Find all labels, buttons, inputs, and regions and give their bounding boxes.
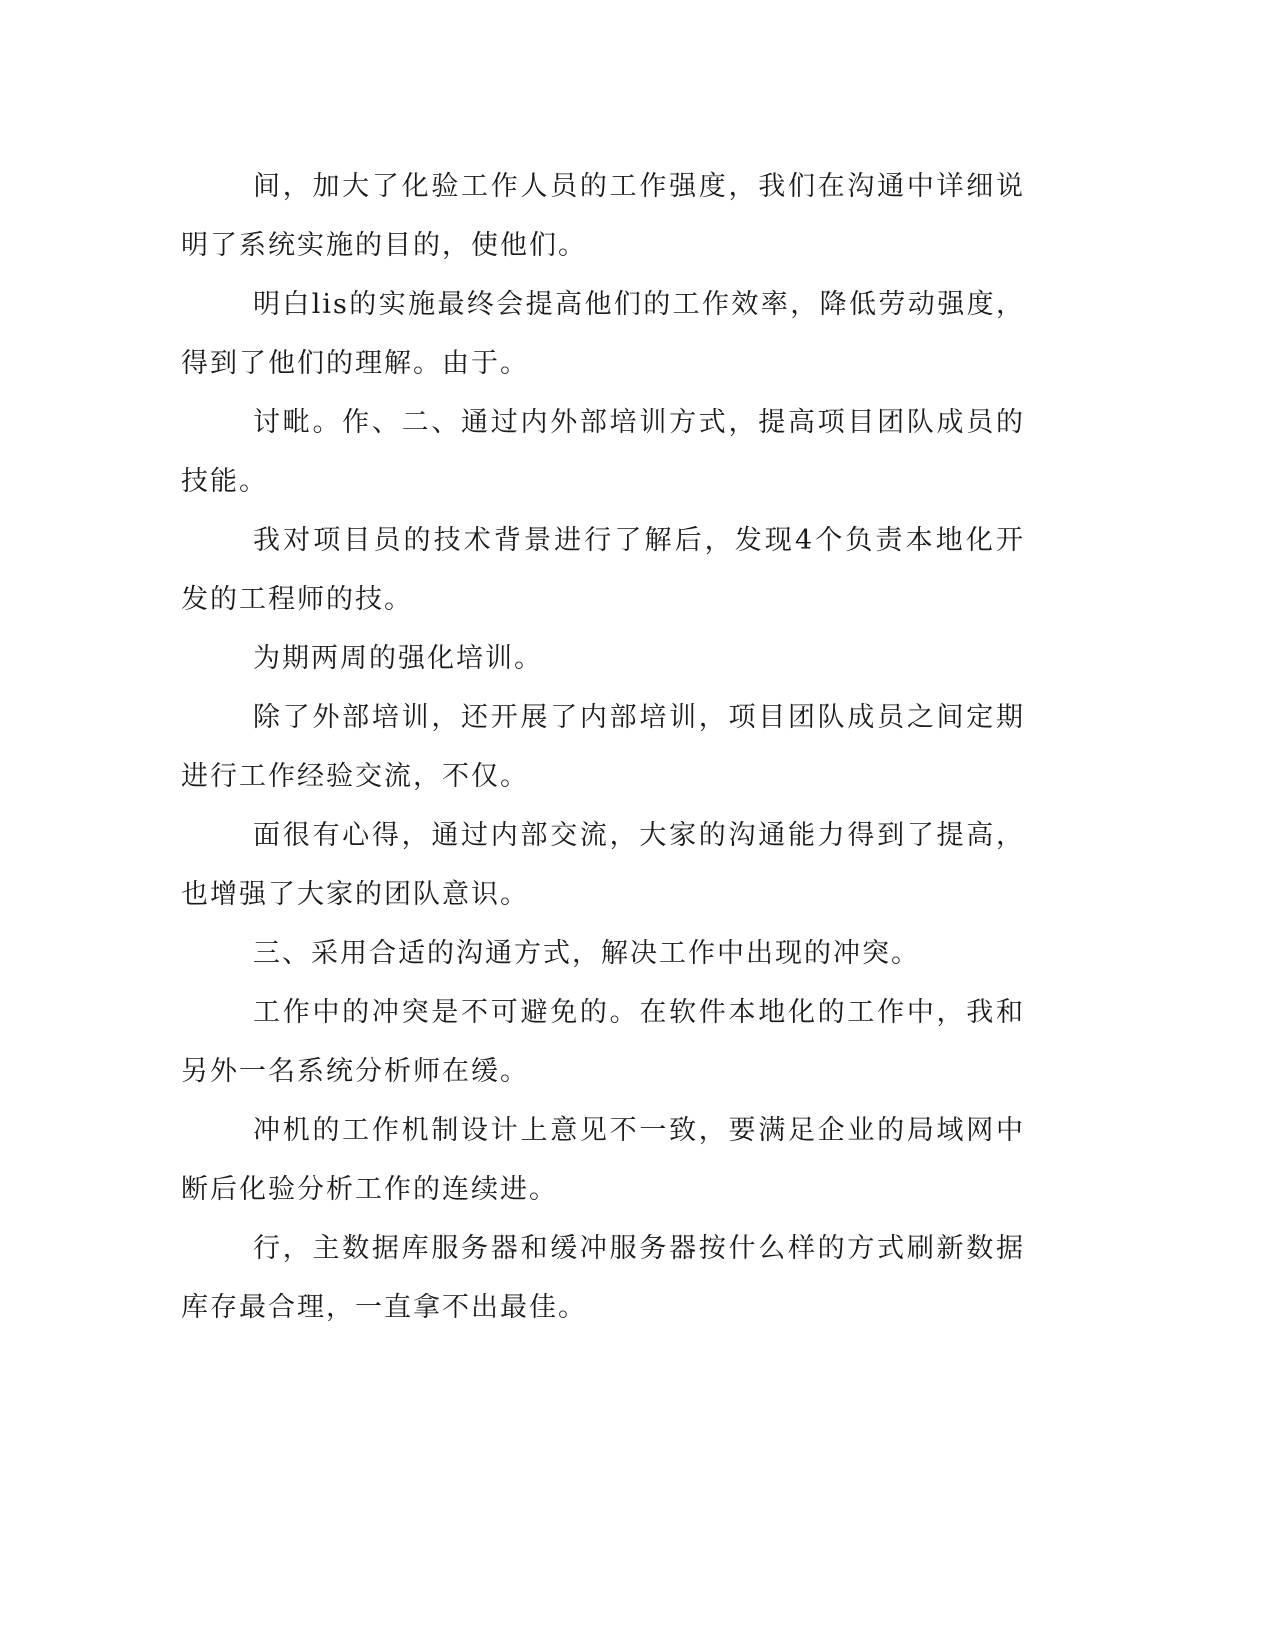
paragraph-5: 为期两周的强化培训。 bbox=[253, 643, 543, 674]
paragraph-8: 三、采用合适的沟通方式，解决工作中出现的冲突。 bbox=[253, 938, 920, 969]
paragraph-4: 我对项目员的技术背景进行了解后，发现4个负责本地化开发的工程师的技。 bbox=[181, 525, 1025, 615]
paragraph-6: 除了外部培训，还开展了内部培训，项目团队成员之间定期进行工作经验交流，不仅。 bbox=[181, 702, 1025, 792]
paragraph-11: 行，主数据库服务器和缓冲服务器按什么样的方式刷新数据库存最合理，一直拿不出最佳。 bbox=[181, 1233, 1025, 1323]
paragraph-10: 冲机的工作机制设计上意见不一致，要满足企业的局域网中断后化验分析工作的连续进。 bbox=[181, 1115, 1025, 1205]
paragraph-7: 面很有心得，通过内部交流，大家的沟通能力得到了提高，也增强了大家的团队意识。 bbox=[181, 820, 1025, 910]
paragraph-1: 间，加大了化验工作人员的工作强度，我们在沟通中详细说明了系统实施的目的，使他们。 bbox=[181, 171, 1025, 261]
paragraph-3: 讨毗。作、二、通过内外部培训方式，提高项目团队成员的技能。 bbox=[181, 407, 1025, 497]
paragraph-2: 明白lis的实施最终会提高他们的工作效率，降低劳动强度，得到了他们的理解。由于。 bbox=[181, 289, 1025, 379]
paragraph-9: 工作中的冲突是不可避免的。在软件本地化的工作中，我和另外一名系统分析师在缓。 bbox=[181, 997, 1025, 1087]
